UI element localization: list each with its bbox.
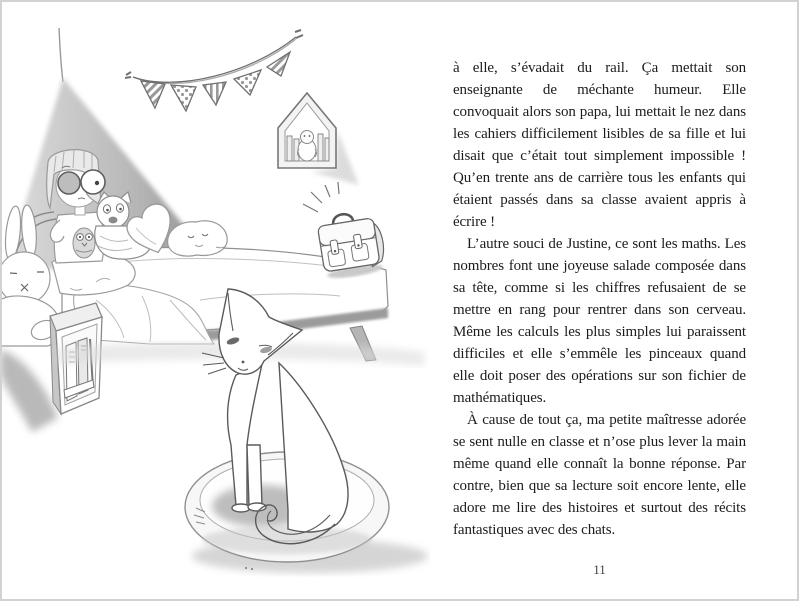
sleeping-plush xyxy=(168,221,228,256)
paragraph: à elle, s’évadait du rail. Ça mettait son enseignante de méchante humeur. Elle convoquait alors son papa, lui mettait le nez dans les cahiers difficilement lisibles de sa fille et lui disait que c’était tout simplement impossible ! Qu’en trente ans de carrière tous les enfants qui étaient passés dans sa classe avaient appris à écrire ! xyxy=(453,60,746,230)
owl-print xyxy=(73,228,95,258)
paragraph: À cause de tout ça, ma petite maîtresse adorée se sent nulle en classe et n’ose plus lever la main même quand elle connaît la bonne réponse. Par contre, bien que sa lecture soit encore lente, elle adore me lire des histoires et surtout des récits fantastiques avec des chats. xyxy=(453,412,746,538)
right-page-text xyxy=(453,57,746,541)
pennant-flag xyxy=(234,70,261,95)
bird-figurine xyxy=(298,131,317,162)
sparkle-lines xyxy=(303,182,339,212)
pennant-flag xyxy=(171,85,196,111)
paragraph: L’autre souci de Justine, ce sont les maths. Les nombres font une joyeuse salade composée dans sa tête, comme si les chiffres refusaient de se mettre en rang pour rentrer dans son cerveau. Même les calculs les plus simples lui paraissent difficiles et elle s’emmêle les pinceaux quand elle doit poser des opérations sur son fichier de mathématiques. xyxy=(453,236,746,406)
pennant-flag xyxy=(203,82,226,105)
house-shelf xyxy=(278,93,359,185)
plush-cat-mouth xyxy=(109,217,118,224)
cat-front-leg xyxy=(247,445,262,506)
school-satchel xyxy=(316,209,387,281)
cat-body xyxy=(279,363,348,532)
page-number: 11 xyxy=(593,562,606,577)
bunting-garland xyxy=(125,30,303,111)
pennant-flag xyxy=(141,81,165,108)
